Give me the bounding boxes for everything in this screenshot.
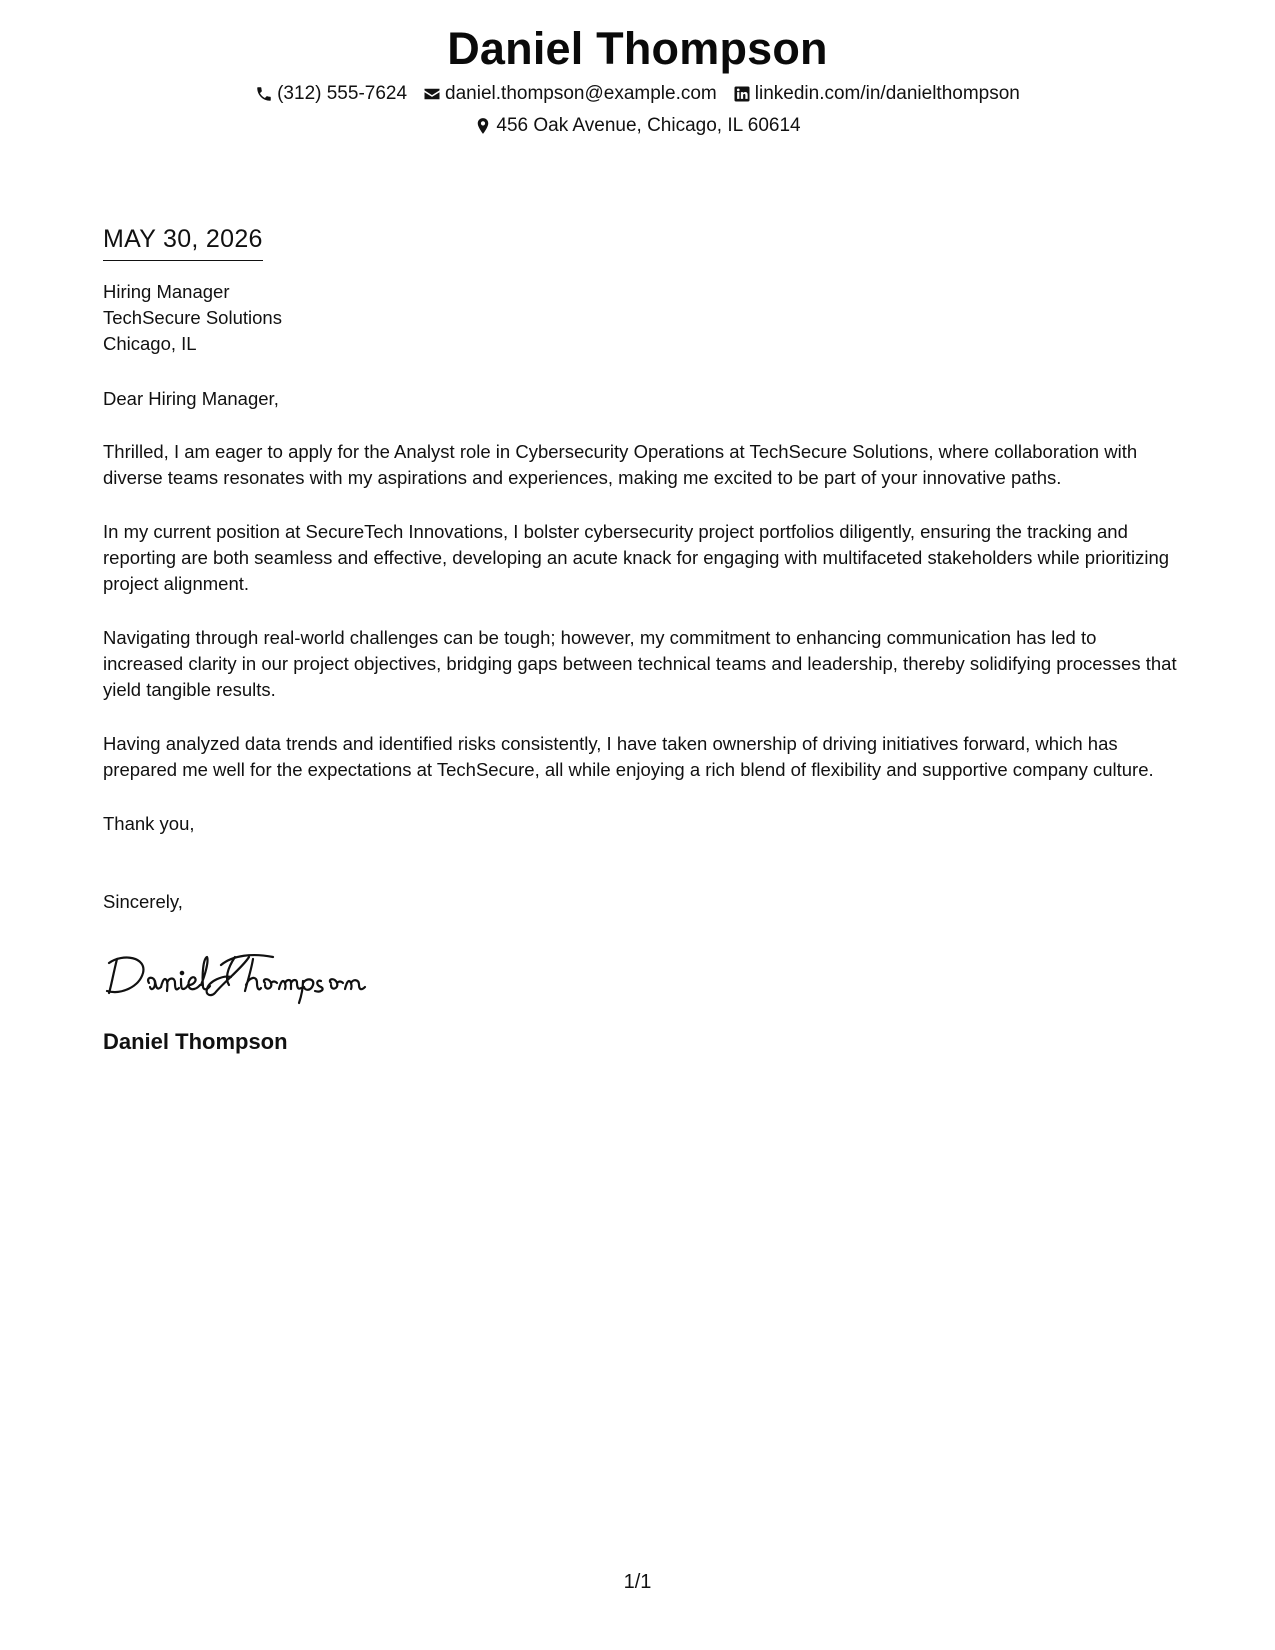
recipient-company: TechSecure Solutions	[103, 307, 282, 328]
paragraph-4: Having analyzed data trends and identified risks consistently, I have taken ownership of driving initiatives forward, which has prepared me well for the expectations at TechSecure, all while enjoying a rich blend of flexibility and supportive company culture.	[103, 733, 1154, 780]
contact-row	[0, 80, 1275, 108]
paragraph-1: Thrilled, I am eager to apply for the Analyst role in Cybersecurity Operations at TechSecure Solutions, where collaboration with diverse teams resonates with my aspirations and experiences, making me excited to be part of your innovative paths.	[103, 441, 1138, 488]
recipient-location: Chicago, IL	[103, 333, 197, 354]
linkedin-icon	[733, 85, 751, 103]
salutation: Dear Hiring Manager,	[103, 388, 279, 409]
phone-icon	[255, 85, 273, 103]
contact-email	[423, 80, 717, 108]
contact-phone	[255, 80, 407, 108]
applicant-name: Daniel Thompson	[447, 23, 828, 74]
letter-date: MAY 30, 2026	[103, 222, 263, 261]
handwritten-signature	[103, 945, 373, 1005]
contact-linkedin	[733, 80, 1020, 108]
address-text: 456 Oak Avenue, Chicago, IL 60614	[496, 115, 801, 136]
signed-name: Daniel Thompson	[103, 1029, 288, 1054]
closing-line: Sincerely,	[103, 891, 183, 912]
paragraph-2: In my current position at SecureTech Innovations, I bolster cybersecurity project portfolios diligently, ensuring the tracking and reporting are both seamless and effective, developing an acute knack for engaging with multifaceted stakeholders while prioritizing project alignment.	[103, 521, 1170, 594]
map-pin-icon	[474, 117, 492, 135]
email-link[interactable]: daniel.thompson@example.com	[445, 83, 717, 104]
paragraph-3: Navigating through real-world challenges can be tough; however, my commitment to enhancing communication has led to increased clarity in our project objectives, bridging gaps between technical teams and leadership, thereby solidifying processes that yield tangible results.	[103, 627, 1177, 700]
page-number: 1/1	[623, 1571, 652, 1593]
phone-text: (312) 555-7624	[277, 83, 408, 104]
letter-header	[0, 18, 1275, 140]
linkedin-link[interactable]: linkedin.com/in/danielthompson	[754, 83, 1020, 104]
letter-body	[103, 222, 1178, 1057]
recipient-title: Hiring Manager	[103, 281, 230, 302]
contact-address	[474, 112, 800, 140]
address-row	[0, 112, 1275, 140]
recipient-block	[103, 279, 1178, 357]
envelope-icon	[423, 85, 441, 103]
thanks-line: Thank you,	[103, 813, 195, 834]
